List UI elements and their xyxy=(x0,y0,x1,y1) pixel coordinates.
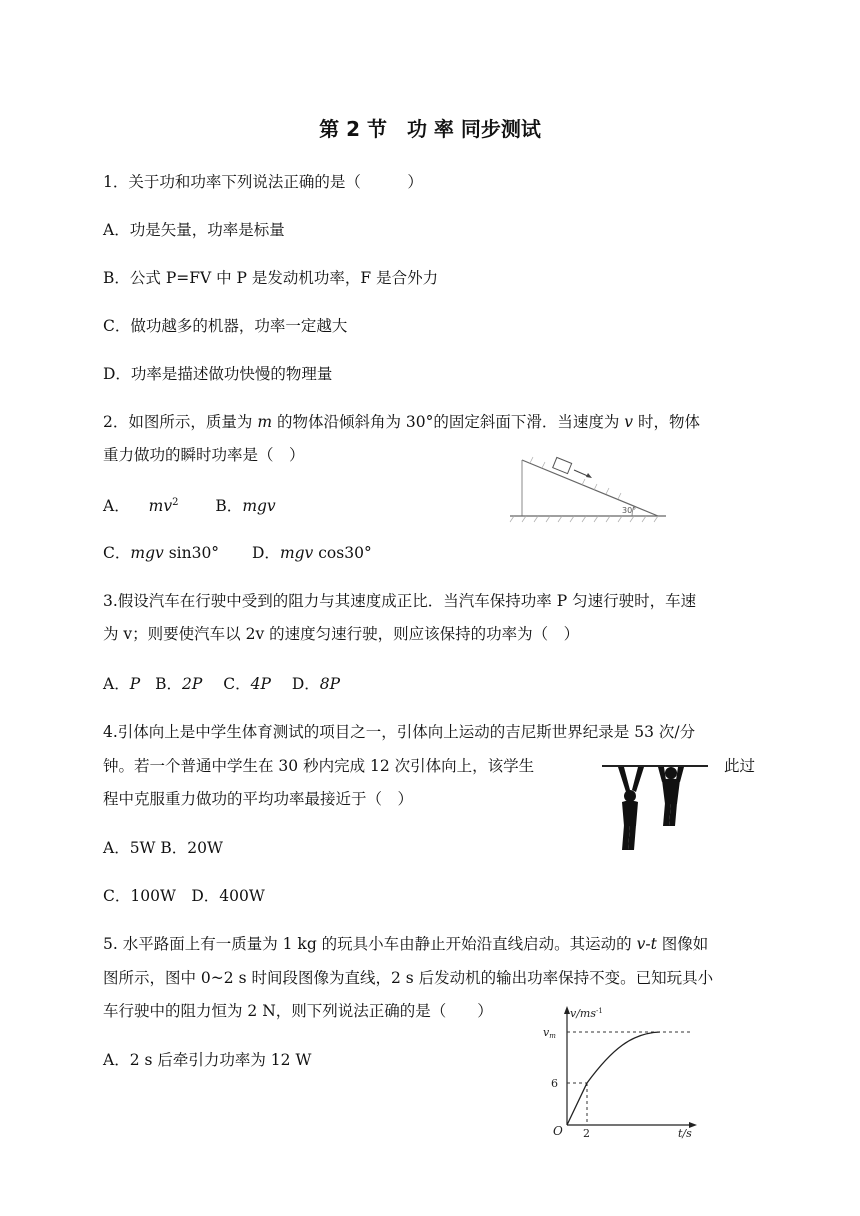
q5-stem-line1 xyxy=(103,932,708,954)
pullup-figure xyxy=(600,762,710,854)
q5-stem-part2: 图像如 xyxy=(661,935,709,953)
q3-option-a-label: A． xyxy=(103,675,130,693)
q4-stem-line2a: 钟。若一个普通中学生在 30 秒内完成 12 次引体向上，该学生 xyxy=(103,757,535,775)
vt-graph xyxy=(540,1003,710,1141)
angle-label: 30° xyxy=(622,506,637,515)
ground-hatch xyxy=(510,516,658,522)
incline-surface xyxy=(522,460,658,516)
x-axis-label: t/s xyxy=(678,1127,692,1140)
incline-hatch xyxy=(530,457,621,499)
q2-options-ab xyxy=(103,494,276,516)
q4-options-ab: A．5W B．20W xyxy=(103,839,223,857)
q2-option-b-value: mgv xyxy=(242,497,276,515)
q2-option-a-sup: 2 xyxy=(172,496,179,508)
q5-stem-part1: 5. 水平路面上有一质量为 1 kg 的玩具小车由静止开始沿直线启动。其运动的 xyxy=(103,935,632,953)
q3-option-d-value: 8P xyxy=(319,675,341,693)
velocity-arrowhead xyxy=(586,473,592,478)
q3-option-d-label: D． xyxy=(291,675,320,693)
q4-stem-line1: 4.引体向上是中学生体育测试的项目之一，引体向上运动的吉尼斯世界纪录是 53 次/分 xyxy=(103,723,696,741)
q5-vt-symbol: v-t xyxy=(636,935,657,953)
q4-options-cd: C．100W D．400W xyxy=(103,887,265,905)
q2-stem-part1: 2．如图所示，质量为 xyxy=(103,413,253,431)
figure-hanging xyxy=(618,767,644,850)
q5-stem-line3: 车行驶中的阻力恒为 2 N，则下列说法正确的是（ ） xyxy=(103,1002,493,1020)
q3-option-c-label: C． xyxy=(223,675,251,693)
origin-label: O xyxy=(553,1124,563,1138)
q3-option-b-label: B． xyxy=(155,675,182,693)
q2-option-d-tail: cos30° xyxy=(313,544,372,562)
q5-option-a: A．2 s 后牵引力功率为 12 W xyxy=(103,1051,312,1069)
q1-option-a: A．功是矢量，功率是标量 xyxy=(103,221,285,239)
q3-option-a-value: P xyxy=(129,675,141,693)
tick-6: 6 xyxy=(551,1077,558,1090)
q2-option-b-label: B． xyxy=(215,497,243,515)
q3-stem-line2: 为 v；则要使汽车以 2v 的速度匀速行驶，则应该保持的功率为（ ） xyxy=(103,625,580,643)
q2-stem-part2: 的物体沿倾斜角为 30°的固定斜面下滑．当速度为 xyxy=(276,413,620,431)
q2-mass-symbol: m xyxy=(257,413,273,431)
q1-option-c: C．做功越多的机器，功率一定越大 xyxy=(103,317,348,335)
q1-option-d: D．功率是描述做功快慢的物理量 xyxy=(103,365,333,383)
q2-option-c-value: mgv xyxy=(130,544,164,562)
q5-stem-line2: 图所示，图中 0~2 s 时间段图像为直线，2 s 后发动机的输出功率保持不变。已知玩具小 xyxy=(103,969,714,987)
q2-option-a-label: A． xyxy=(103,497,130,515)
block xyxy=(553,457,572,473)
page-title: 第 2 节 功 率 同步测试 xyxy=(319,117,541,141)
q2-velocity-symbol: v xyxy=(624,413,634,431)
q2-options-cd xyxy=(103,541,372,563)
y-axis-label: $v/ms^{-1}$ xyxy=(570,1007,603,1020)
q2-stem-line1 xyxy=(103,410,700,432)
q2-stem-line2: 重力做功的瞬时功率是（ ） xyxy=(103,446,305,464)
q1-stem: 1．关于功和功率下列说法正确的是（ ） xyxy=(103,173,423,191)
tick-2: 2 xyxy=(583,1127,590,1140)
q2-stem-part3: 时，物体 xyxy=(638,413,701,431)
q4-stem-line2b: 此过 xyxy=(724,757,756,775)
q3-option-b-value: 2P xyxy=(181,675,203,693)
q2-option-c-label: C． xyxy=(103,544,131,562)
figure-raised xyxy=(658,767,684,826)
q2-option-d-value: mgv xyxy=(279,544,314,562)
q2-option-a-value: mv xyxy=(148,497,173,515)
q3-stem-line1: 3.假设汽车在行驶中受到的阻力与其速度成正比．当汽车保持功率 P 匀速行驶时，车速 xyxy=(103,592,697,610)
q1-option-b: B．公式 P=FV 中 P 是发动机功率，F 是合外力 xyxy=(103,269,439,287)
q2-option-d-label: D． xyxy=(252,544,280,562)
vm-label: vm xyxy=(543,1026,556,1040)
vt-curve xyxy=(567,1032,660,1125)
incline-figure xyxy=(508,446,668,524)
q3-options xyxy=(103,672,340,694)
q2-option-c-tail: sin30° xyxy=(163,544,220,562)
q4-stem-line3: 程中克服重力做功的平均功率最接近于（ ） xyxy=(103,790,414,808)
q3-option-c-value: 4P xyxy=(250,675,271,693)
